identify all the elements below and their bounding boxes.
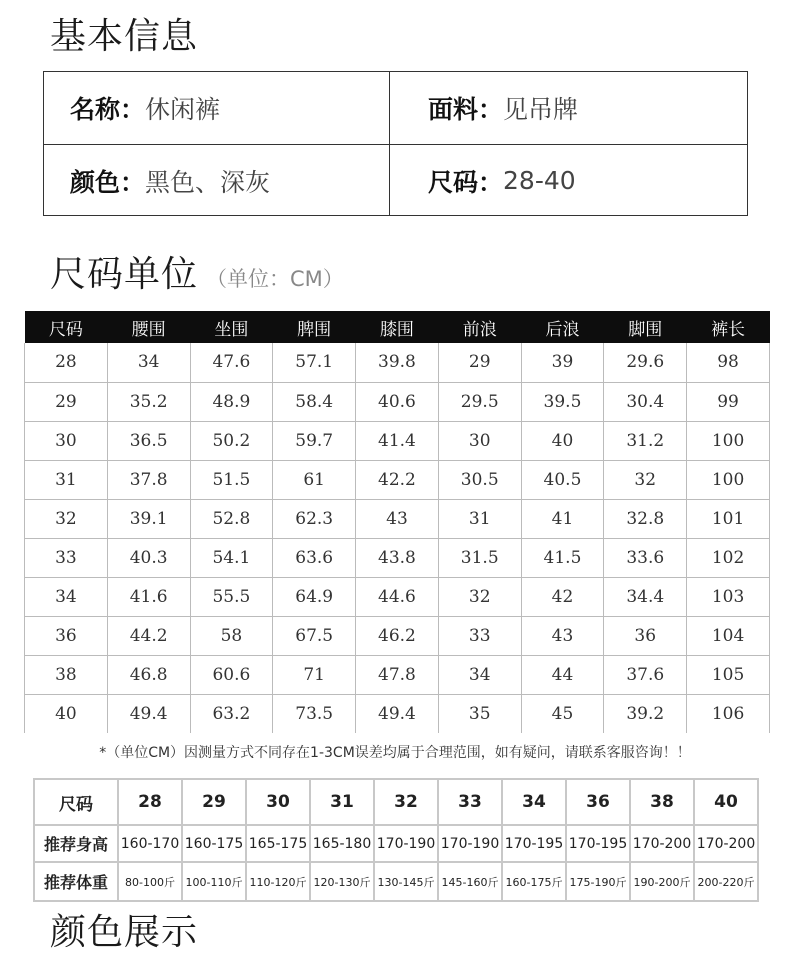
- size-table-cell: 32.8: [604, 499, 687, 538]
- size-table-cell: 45: [521, 694, 604, 733]
- size-table-cell: 40.6: [356, 382, 439, 421]
- size-table-cell: 39.1: [107, 499, 190, 538]
- size-table-cell: 41.6: [107, 577, 190, 616]
- size-table-cell: 103: [687, 577, 770, 616]
- size-table-cell: 31.2: [604, 421, 687, 460]
- rec-size-row: [34, 779, 758, 825]
- rec-size-cell: 32: [374, 779, 438, 825]
- size-table-cell: 29: [25, 382, 108, 421]
- size-table-row: [25, 694, 770, 733]
- size-table-cell: 58: [190, 616, 273, 655]
- size-table-cell: 30: [25, 421, 108, 460]
- rec-weight-label: 推荐体重: [34, 862, 118, 901]
- size-table-cell: 30: [438, 421, 521, 460]
- info-label: 面料：: [428, 95, 504, 124]
- rec-weight-cell: 130-145斤: [374, 862, 438, 901]
- size-table-cell: 64.9: [273, 577, 356, 616]
- rec-size-cell: 28: [118, 779, 182, 825]
- rec-size-label: 尺码: [34, 779, 118, 825]
- info-value: 见吊牌: [503, 95, 579, 124]
- rec-height-cell: 160-170: [118, 825, 182, 862]
- size-table-row: [25, 460, 770, 499]
- size-table-cell: 99: [687, 382, 770, 421]
- size-table-cell: 36: [604, 616, 687, 655]
- size-chart-title: [50, 246, 344, 297]
- size-table-cell: 39: [521, 343, 604, 382]
- size-table-cell: 44.6: [356, 577, 439, 616]
- size-table-row: [25, 343, 770, 382]
- size-table-cell: 46.8: [107, 655, 190, 694]
- size-table-cell: 40.3: [107, 538, 190, 577]
- size-table-cell: 67.5: [273, 616, 356, 655]
- size-table-cell: 33: [438, 616, 521, 655]
- rec-weight-cell: 120-130斤: [310, 862, 374, 901]
- info-row: [44, 144, 747, 216]
- size-table-cell: 34.4: [604, 577, 687, 616]
- info-value: 28-40: [503, 166, 576, 195]
- size-table-cell: 47.6: [190, 343, 273, 382]
- size-table-cell: 58.4: [273, 382, 356, 421]
- rec-weight-cell: 200-220斤: [694, 862, 758, 901]
- size-table-row: [25, 577, 770, 616]
- size-table-cell: 63.6: [273, 538, 356, 577]
- rec-weight-cell: 160-175斤: [502, 862, 566, 901]
- size-table-cell: 98: [687, 343, 770, 382]
- rec-height-cell: 165-180: [310, 825, 374, 862]
- rec-size-cell: 29: [182, 779, 246, 825]
- size-table-cell: 29.6: [604, 343, 687, 382]
- size-table-cell: 38: [25, 655, 108, 694]
- size-table-cell: 73.5: [273, 694, 356, 733]
- size-table-cell: 31: [25, 460, 108, 499]
- size-table-cell: 43.8: [356, 538, 439, 577]
- recommendation-table: [33, 778, 759, 902]
- size-table-cell: 32: [438, 577, 521, 616]
- size-table-cell: 63.2: [190, 694, 273, 733]
- size-table-cell: 41.5: [521, 538, 604, 577]
- rec-height-row: [34, 825, 758, 862]
- size-table-cell: 100: [687, 460, 770, 499]
- size-table-cell: 35: [438, 694, 521, 733]
- size-table-cell: 41: [521, 499, 604, 538]
- rec-height-label: 推荐身高: [34, 825, 118, 862]
- rec-size-cell: 36: [566, 779, 630, 825]
- size-table-cell: 60.6: [190, 655, 273, 694]
- size-table-cell: 57.1: [273, 343, 356, 382]
- size-table-cell: 34: [107, 343, 190, 382]
- rec-height-cell: 165-175: [246, 825, 310, 862]
- size-table-cell: 39.8: [356, 343, 439, 382]
- size-table-cell: 40.5: [521, 460, 604, 499]
- info-value: 休闲裤: [145, 95, 221, 124]
- size-table-cell: 101: [687, 499, 770, 538]
- size-table-cell: 28: [25, 343, 108, 382]
- rec-weight-cell: 190-200斤: [630, 862, 694, 901]
- size-table-row: [25, 499, 770, 538]
- size-table-cell: 29: [438, 343, 521, 382]
- size-table-cell: 29.5: [438, 382, 521, 421]
- info-value: 黑色、深灰: [145, 167, 271, 197]
- measurement-note: *（单位CM）因测量方式不同存在1-3CM误差均属于合理范围，如有疑问，请联系客服咨询！！: [99, 745, 691, 761]
- size-table-body: [25, 343, 770, 733]
- size-table-header-cell: 脾围: [273, 311, 356, 343]
- size-table-cell: 50.2: [190, 421, 273, 460]
- size-table-cell: 102: [687, 538, 770, 577]
- size-table-cell: 34: [438, 655, 521, 694]
- info-cell-name: [44, 72, 389, 144]
- size-table-cell: 40: [25, 694, 108, 733]
- rec-size-cell: 31: [310, 779, 374, 825]
- size-table-cell: 41.4: [356, 421, 439, 460]
- rec-weight-cell: 100-110斤: [182, 862, 246, 901]
- basic-info-table: [43, 71, 748, 216]
- size-table-cell: 42.2: [356, 460, 439, 499]
- size-table-cell: 51.5: [190, 460, 273, 499]
- size-table-header-cell: 裤长: [687, 311, 770, 343]
- size-table-cell: 62.3: [273, 499, 356, 538]
- unit-note: （单位：CM）: [206, 267, 344, 291]
- size-table-cell: 105: [687, 655, 770, 694]
- size-table-cell: 49.4: [107, 694, 190, 733]
- info-cell-color: [44, 145, 389, 216]
- size-table-cell: 44.2: [107, 616, 190, 655]
- info-row: [44, 72, 747, 144]
- rec-height-cell: 170-190: [374, 825, 438, 862]
- size-table-cell: 55.5: [190, 577, 273, 616]
- rec-size-cell: 33: [438, 779, 502, 825]
- rec-weight-cell: 110-120斤: [246, 862, 310, 901]
- size-table-cell: 30.5: [438, 460, 521, 499]
- size-table-header-cell: 后浪: [521, 311, 604, 343]
- size-table-cell: 46.2: [356, 616, 439, 655]
- size-table-cell: 37.8: [107, 460, 190, 499]
- size-table-cell: 104: [687, 616, 770, 655]
- rec-height-cell: 170-195: [502, 825, 566, 862]
- info-label: 名称：: [70, 95, 146, 124]
- size-table-header-cell: 尺码: [25, 311, 108, 343]
- size-table-header-cell: 腰围: [107, 311, 190, 343]
- rec-size-cell: 30: [246, 779, 310, 825]
- rec-size-cell: 34: [502, 779, 566, 825]
- size-table-row: [25, 538, 770, 577]
- size-table-cell: 42: [521, 577, 604, 616]
- size-table-cell: 52.8: [190, 499, 273, 538]
- info-label: 尺码：: [428, 167, 504, 197]
- size-table-cell: 71: [273, 655, 356, 694]
- size-table-cell: 39.5: [521, 382, 604, 421]
- size-table-cell: 37.6: [604, 655, 687, 694]
- basic-info-title: 基本信息: [50, 16, 199, 57]
- size-table-cell: 44: [521, 655, 604, 694]
- size-table-cell: 59.7: [273, 421, 356, 460]
- info-cell-size: [389, 145, 747, 216]
- size-table-cell: 48.9: [190, 382, 273, 421]
- size-table-row: [25, 616, 770, 655]
- rec-height-cell: 170-190: [438, 825, 502, 862]
- size-table-header-cell: 脚围: [604, 311, 687, 343]
- rec-weight-cell: 145-160斤: [438, 862, 502, 901]
- size-table-cell: 35.2: [107, 382, 190, 421]
- size-table-row: [25, 421, 770, 460]
- rec-weight-cell: 80-100斤: [118, 862, 182, 901]
- info-label: 颜色：: [70, 167, 146, 197]
- size-table-row: [25, 382, 770, 421]
- size-table-cell: 36: [25, 616, 108, 655]
- size-table-cell: 32: [25, 499, 108, 538]
- size-table-header-row: [25, 311, 770, 343]
- size-table-cell: 31.5: [438, 538, 521, 577]
- size-table-cell: 34: [25, 577, 108, 616]
- size-table-header-cell: 前浪: [438, 311, 521, 343]
- size-table-cell: 54.1: [190, 538, 273, 577]
- size-table-cell: 106: [687, 694, 770, 733]
- rec-weight-row: [34, 862, 758, 901]
- size-table-cell: 43: [521, 616, 604, 655]
- rec-height-cell: 170-200: [694, 825, 758, 862]
- size-table-cell: 36.5: [107, 421, 190, 460]
- size-table-cell: 47.8: [356, 655, 439, 694]
- size-table-header-cell: 坐围: [190, 311, 273, 343]
- rec-size-cell: 38: [630, 779, 694, 825]
- size-table-cell: 39.2: [604, 694, 687, 733]
- size-table-cell: 40: [521, 421, 604, 460]
- rec-height-cell: 170-200: [630, 825, 694, 862]
- size-table-row: [25, 655, 770, 694]
- rec-weight-cell: 175-190斤: [566, 862, 630, 901]
- size-table-cell: 31: [438, 499, 521, 538]
- rec-height-cell: 160-175: [182, 825, 246, 862]
- size-table-cell: 32: [604, 460, 687, 499]
- rec-height-cell: 170-195: [566, 825, 630, 862]
- color-display-title: 颜色展示: [50, 912, 199, 953]
- size-chart-table: [24, 311, 770, 733]
- info-cell-fabric: [389, 72, 747, 144]
- size-chart-title-text: 尺码单位: [50, 254, 199, 295]
- size-table-cell: 100: [687, 421, 770, 460]
- rec-size-cell: 40: [694, 779, 758, 825]
- size-table-cell: 61: [273, 460, 356, 499]
- size-table-cell: 49.4: [356, 694, 439, 733]
- size-table-cell: 43: [356, 499, 439, 538]
- size-table-cell: 33: [25, 538, 108, 577]
- size-table-cell: 30.4: [604, 382, 687, 421]
- size-table-header-cell: 膝围: [356, 311, 439, 343]
- size-table-cell: 33.6: [604, 538, 687, 577]
